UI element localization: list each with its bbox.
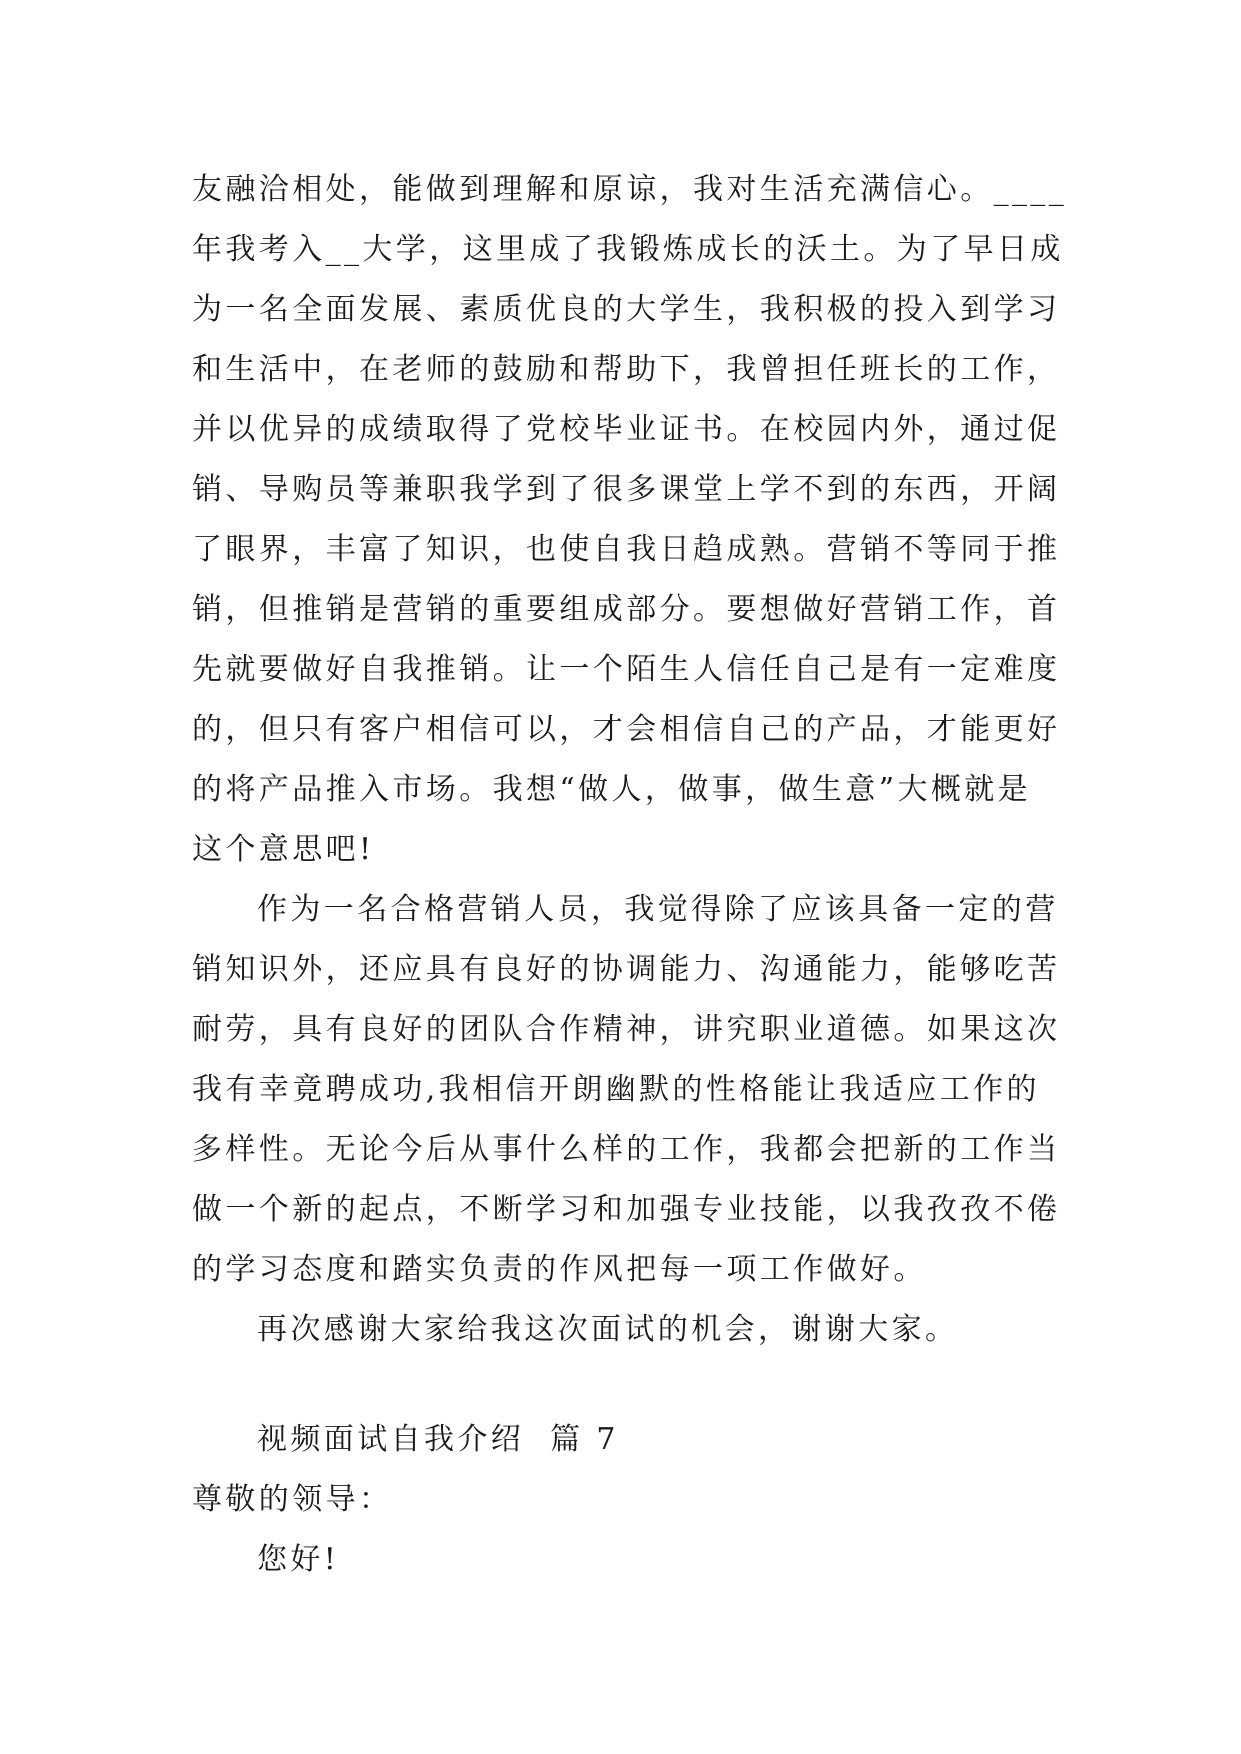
paragraph-line: 我有幸竟聘成功,我相信开朗幽默的性格能让我适应工作的 xyxy=(192,1072,1040,1107)
paragraph-line: 了眼界，丰富了知识，也使自我日趋成熟。营销不等同于推 xyxy=(192,532,1061,567)
paragraph-line: 先就要做好自我推销。让一个陌生人信任自己是有一定难度 xyxy=(192,652,1061,687)
paragraph-line: 友融洽相处，能做到理解和原谅，我对生活充满信心。____ xyxy=(192,172,1068,207)
paragraph-line: 销，但推销是营销的重要组成部分。要想做好营销工作，首 xyxy=(192,592,1061,627)
paragraph-line: 做一个新的起点，不断学习和加强专业技能，以我孜孜不倦 xyxy=(192,1192,1061,1227)
paragraph-line: 多样性。无论今后从事什么样的工作，我都会把新的工作当 xyxy=(192,1132,1061,1167)
salutation: 尊敬的领导： xyxy=(192,1482,393,1517)
paragraph-line: 的学习态度和踏实负责的作风把每一项工作做好。 xyxy=(192,1252,927,1287)
paragraph-line: 的，但只有客户相信可以，才会相信自己的产品，才能更好 xyxy=(192,712,1061,747)
paragraph-line: 并以优异的成绩取得了党校毕业证书。在校园内外，通过促 xyxy=(192,412,1061,447)
paragraph-line: 和生活中，在老师的鼓励和帮助下，我曾担任班长的工作， xyxy=(192,352,1061,387)
paragraph-line: 年我考入__大学，这里成了我锻炼成长的沃土。为了早日成 xyxy=(192,232,1064,267)
section-title: 视频面试自我介绍 篇 7 xyxy=(257,1422,619,1457)
paragraph-line: 销、导购员等兼职我学到了很多课堂上学不到的东西，开阔 xyxy=(192,472,1061,507)
greeting: 您好! xyxy=(257,1542,340,1577)
paragraph-line: 这个意思吧! xyxy=(192,832,375,867)
paragraph-line: 作为一名合格营销人员，我觉得除了应该具备一定的营 xyxy=(257,892,1059,927)
paragraph-line: 销知识外，还应具有良好的协调能力、沟通能力，能够吃苦 xyxy=(192,952,1061,987)
paragraph-line: 为一名全面发展、素质优良的大学生，我积极的投入到学习 xyxy=(192,292,1061,327)
paragraph-line: 耐劳，具有良好的团队合作精神，讲究职业道德。如果这次 xyxy=(192,1012,1061,1047)
closing-paragraph: 再次感谢大家给我这次面试的机会，谢谢大家。 xyxy=(257,1312,959,1347)
paragraph-line: 的将产品推入市场。我想“做人，做事，做生意”大概就是 xyxy=(192,772,1032,807)
